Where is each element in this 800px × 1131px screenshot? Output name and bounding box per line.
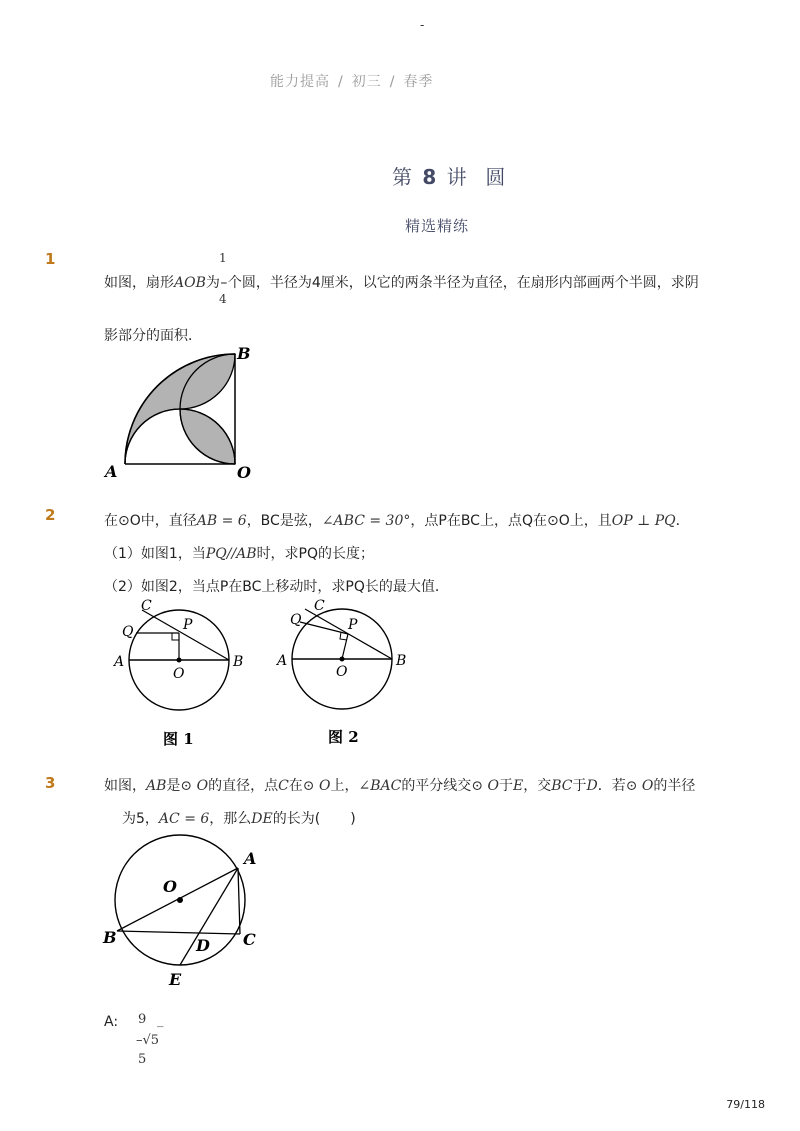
q3-text-line2 xyxy=(122,808,356,828)
text-run: 的直径，点 xyxy=(208,778,279,794)
fraction-bar: – xyxy=(220,275,228,291)
text-run: 的平分线交 xyxy=(401,778,472,794)
center-point xyxy=(340,657,345,662)
math-expression: D xyxy=(586,778,598,794)
math-expression: BC xyxy=(551,778,573,794)
option-label: A: xyxy=(104,1014,119,1030)
text-run: ． xyxy=(675,513,690,529)
text-run: ，交 xyxy=(523,778,552,794)
label-A: A xyxy=(244,849,257,868)
center-point xyxy=(177,897,183,903)
text-run: 为5， xyxy=(122,811,159,827)
q2-part2: （2）如图2，当点P在BC上移动时，求PQ长的最大值． xyxy=(104,579,449,595)
text-run: 在 xyxy=(288,778,303,794)
text-run: （1）如图1，当 xyxy=(104,546,206,562)
page-number: 79/118 xyxy=(726,1098,765,1111)
math-expression: PQ//AB xyxy=(205,546,257,562)
math-expression: ⊙ O xyxy=(302,778,331,794)
breadcrumb-item: 能力提高 xyxy=(270,74,330,90)
label-D: D xyxy=(196,936,210,955)
q2-part1 xyxy=(104,543,374,563)
math-expression: ⊙ O xyxy=(471,778,499,794)
lecture-suffix: 讲 xyxy=(446,165,469,189)
lecture-title xyxy=(392,161,507,190)
text-run: 如图，扇形 xyxy=(104,275,174,291)
q1-text-line1 xyxy=(104,272,699,292)
label-Q: Q xyxy=(290,612,302,628)
top-mark: - xyxy=(420,18,425,32)
chord-BC xyxy=(117,931,240,934)
text-run: ) xyxy=(350,811,356,827)
text-run: 于 xyxy=(572,778,587,794)
math-expression: E xyxy=(512,778,524,794)
text-run: ．若 xyxy=(597,778,626,794)
section-title: 精选精练 xyxy=(405,217,470,235)
label-P: P xyxy=(183,617,193,633)
fraction-bar: – xyxy=(136,1033,143,1048)
math-expression: ∠BAC xyxy=(358,778,402,794)
lecture-number: 8 xyxy=(422,165,439,189)
answer-denominator: 5 xyxy=(138,1052,147,1067)
math-symbol: AOB xyxy=(174,275,206,291)
lecture-prefix: 第 xyxy=(392,165,414,189)
breadcrumb-item: 初三 xyxy=(351,74,382,90)
fraction-denominator: 4 xyxy=(219,292,227,306)
text-run: ，BC是弦， xyxy=(246,513,322,529)
q1-text-line2: 影部分的面积． xyxy=(104,328,202,344)
label-C: C xyxy=(141,598,152,614)
math-expression: ∠ABC = 30° xyxy=(321,513,411,529)
shaded-region xyxy=(180,409,235,464)
lecture-topic: 圆 xyxy=(485,165,508,189)
breadcrumb xyxy=(270,71,433,91)
figure-caption: 图 1 xyxy=(163,730,194,748)
label-O: O xyxy=(237,463,251,482)
text-run: 为 xyxy=(205,275,220,291)
question-number: 1 xyxy=(45,250,56,268)
label-C: C xyxy=(314,598,325,614)
math-expression: C xyxy=(278,778,289,794)
q2-figure-2 xyxy=(270,594,430,754)
breadcrumb-separator: / xyxy=(389,74,396,90)
text-run: 的长为( xyxy=(272,811,321,827)
math-expression: AC = 6 xyxy=(158,811,210,827)
text-run: 的半径 xyxy=(653,778,696,794)
q3-figure xyxy=(100,830,270,995)
label-A: A xyxy=(114,654,125,670)
label-A: A xyxy=(105,462,118,481)
figure-caption: 图 2 xyxy=(328,728,359,746)
math-expression: AB xyxy=(146,778,167,794)
text-run: 是 xyxy=(166,778,181,794)
answer-numerator: 9 xyxy=(138,1012,147,1027)
q3-text-line1 xyxy=(104,775,695,795)
chord-AC xyxy=(238,868,240,934)
right-angle-mark xyxy=(172,633,179,640)
text-run: ，点P在BC上，点Q在⊙O上，且 xyxy=(410,513,612,529)
answer-expression xyxy=(136,1033,159,1048)
label-C: C xyxy=(243,930,256,949)
label-B: B xyxy=(396,653,407,669)
math-expression: ⊙ O xyxy=(180,778,209,794)
text-run: 于 xyxy=(498,778,513,794)
q2-figure-1 xyxy=(105,596,265,756)
label-Q: Q xyxy=(122,624,134,640)
text-run: 在⊙O中，直径 xyxy=(104,513,197,529)
label-B: B xyxy=(237,344,251,363)
label-E: E xyxy=(169,970,182,989)
center-point xyxy=(177,658,182,663)
breadcrumb-separator: / xyxy=(338,74,344,90)
math-expression: AB = 6 xyxy=(196,513,247,529)
breadcrumb-item: 春季 xyxy=(403,74,434,90)
label-P: P xyxy=(348,617,358,633)
label-A: A xyxy=(277,653,288,669)
math-expression: ⊙ O xyxy=(625,778,654,794)
q1-figure xyxy=(100,342,270,482)
answer-overbar: _ xyxy=(157,1013,164,1028)
label-O: O xyxy=(163,877,177,896)
text-run: ，那么 xyxy=(209,811,252,827)
text-run: 个圆，半径为4厘米，以它的两条半径为直径，在扇形内部画两个半圆，求阴 xyxy=(227,275,699,291)
segment-OP xyxy=(342,634,348,659)
text-run: 时，求PQ的长度； xyxy=(256,546,375,562)
label-B: B xyxy=(103,928,117,947)
math-expression: DE xyxy=(251,811,273,827)
fraction-numerator: 1 xyxy=(219,251,227,265)
question-number: 3 xyxy=(45,774,56,792)
label-O: O xyxy=(336,664,348,680)
text-run: 上， xyxy=(330,778,359,794)
math-expression: OP ⊥ PQ xyxy=(611,513,676,529)
label-B: B xyxy=(233,654,244,670)
text-run: 如图， xyxy=(104,778,146,794)
q2-text-line1 xyxy=(104,510,690,530)
label-O: O xyxy=(173,666,185,682)
question-number: 2 xyxy=(45,506,56,524)
sqrt-term: √5 xyxy=(142,1033,160,1048)
